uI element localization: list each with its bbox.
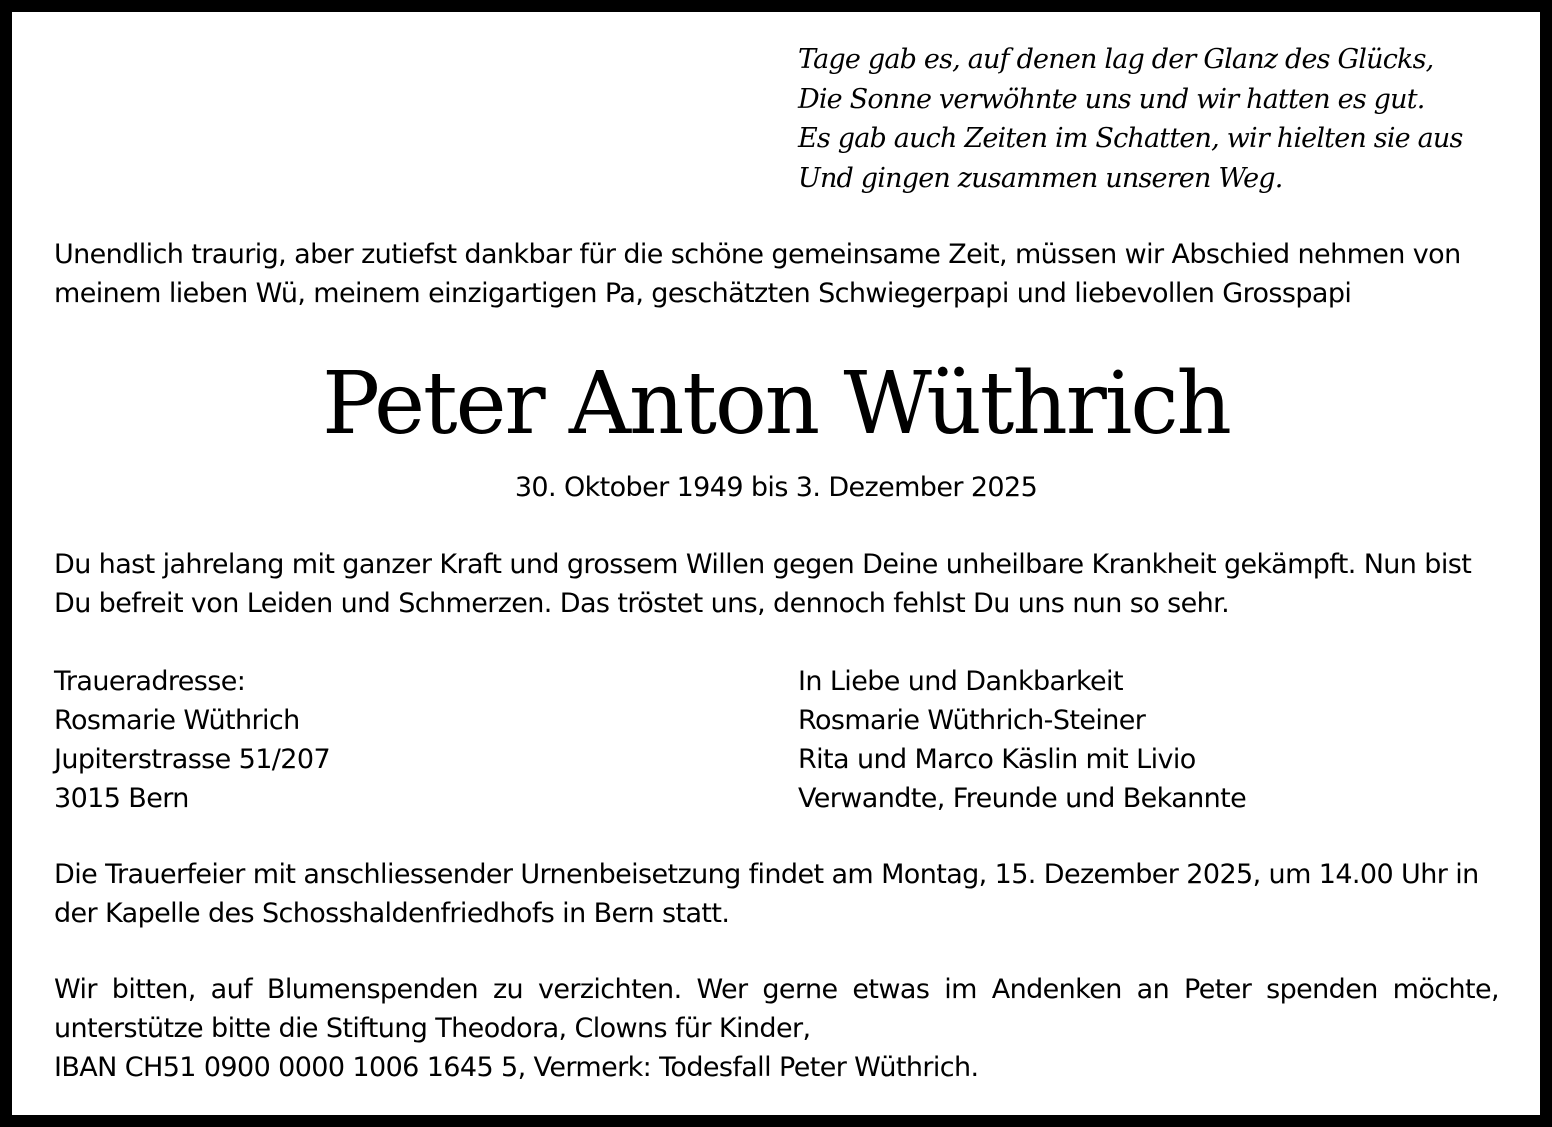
mourner-line: Rosmarie Wüthrich-Steiner: [798, 705, 1146, 736]
address-line: Rosmarie Wüthrich: [54, 705, 300, 736]
intro-line: Unendlich traurig, aber zutiefst dankbar für die schöne gemeinsame Zeit, müssen wir Abschied nehmen von: [54, 239, 1461, 270]
deceased-name: Peter Anton Wüthrich: [322, 354, 1230, 454]
life-dates: 30. Oktober 1949 bis 3. Dezember 2025: [514, 472, 1038, 503]
poem-line: Es gab auch Zeiten im Schatten, wir hielten sie aus: [798, 123, 1463, 154]
ceremony-line: der Kapelle des Schosshaldenfriedhofs in Bern statt.: [54, 898, 730, 929]
donation-line: IBAN CH51 0900 0000 1006 1645 5, Vermerk: Todesfall Peter Wüthrich.: [54, 1052, 979, 1083]
ceremony-line: Die Trauerfeier mit anschliessender Urnenbeisetzung findet am Montag, 15. Dezember 2025, um 14.00 Uhr in: [54, 859, 1479, 890]
message-line: Du hast jahrelang mit ganzer Kraft und grossem Willen gegen Deine unheilbare Krankheit gekämpft. Nun bist: [54, 549, 1472, 580]
address-line: Traueradresse:: [54, 666, 246, 697]
poem-line: Und gingen zusammen unseren Weg.: [798, 162, 1283, 194]
address-line: Jupiterstrasse 51/207: [54, 744, 331, 775]
mourning-address: [54, 662, 330, 818]
intro-text: [54, 235, 1461, 313]
address-line: 3015 Bern: [54, 783, 189, 814]
donation-line: Wir bitten, auf Blumenspenden zu verzichten. Wer gerne etwas im Andenken an Peter spenden möchte,: [54, 974, 1499, 1005]
poem: [798, 40, 1463, 198]
donation-line: unterstütze bitte die Stiftung Theodora, Clowns für Kinder,: [54, 1013, 811, 1044]
ceremony-text: [54, 855, 1499, 933]
donation-text: [54, 970, 1499, 1087]
mourner-line: Rita und Marco Käslin mit Livio: [798, 744, 1196, 775]
mourners-list: [798, 662, 1246, 818]
intro-line: meinem lieben Wü, meinem einzigartigen Pa, geschätzten Schwiegerpapi und liebevollen Grosspapi: [54, 278, 1352, 309]
poem-line: Tage gab es, auf denen lag der Glanz des Glücks,: [798, 44, 1434, 75]
message-line: Du befreit von Leiden und Schmerzen. Das tröstet uns, dennoch fehlst Du uns nun so sehr.: [54, 588, 1230, 619]
message-text: [54, 545, 1499, 623]
poem-line: Die Sonne verwöhnte uns und wir hatten es gut.: [798, 83, 1425, 115]
mourner-line: In Liebe und Dankbarkeit: [798, 666, 1123, 697]
mourner-line: Verwandte, Freunde und Bekannte: [798, 783, 1247, 814]
